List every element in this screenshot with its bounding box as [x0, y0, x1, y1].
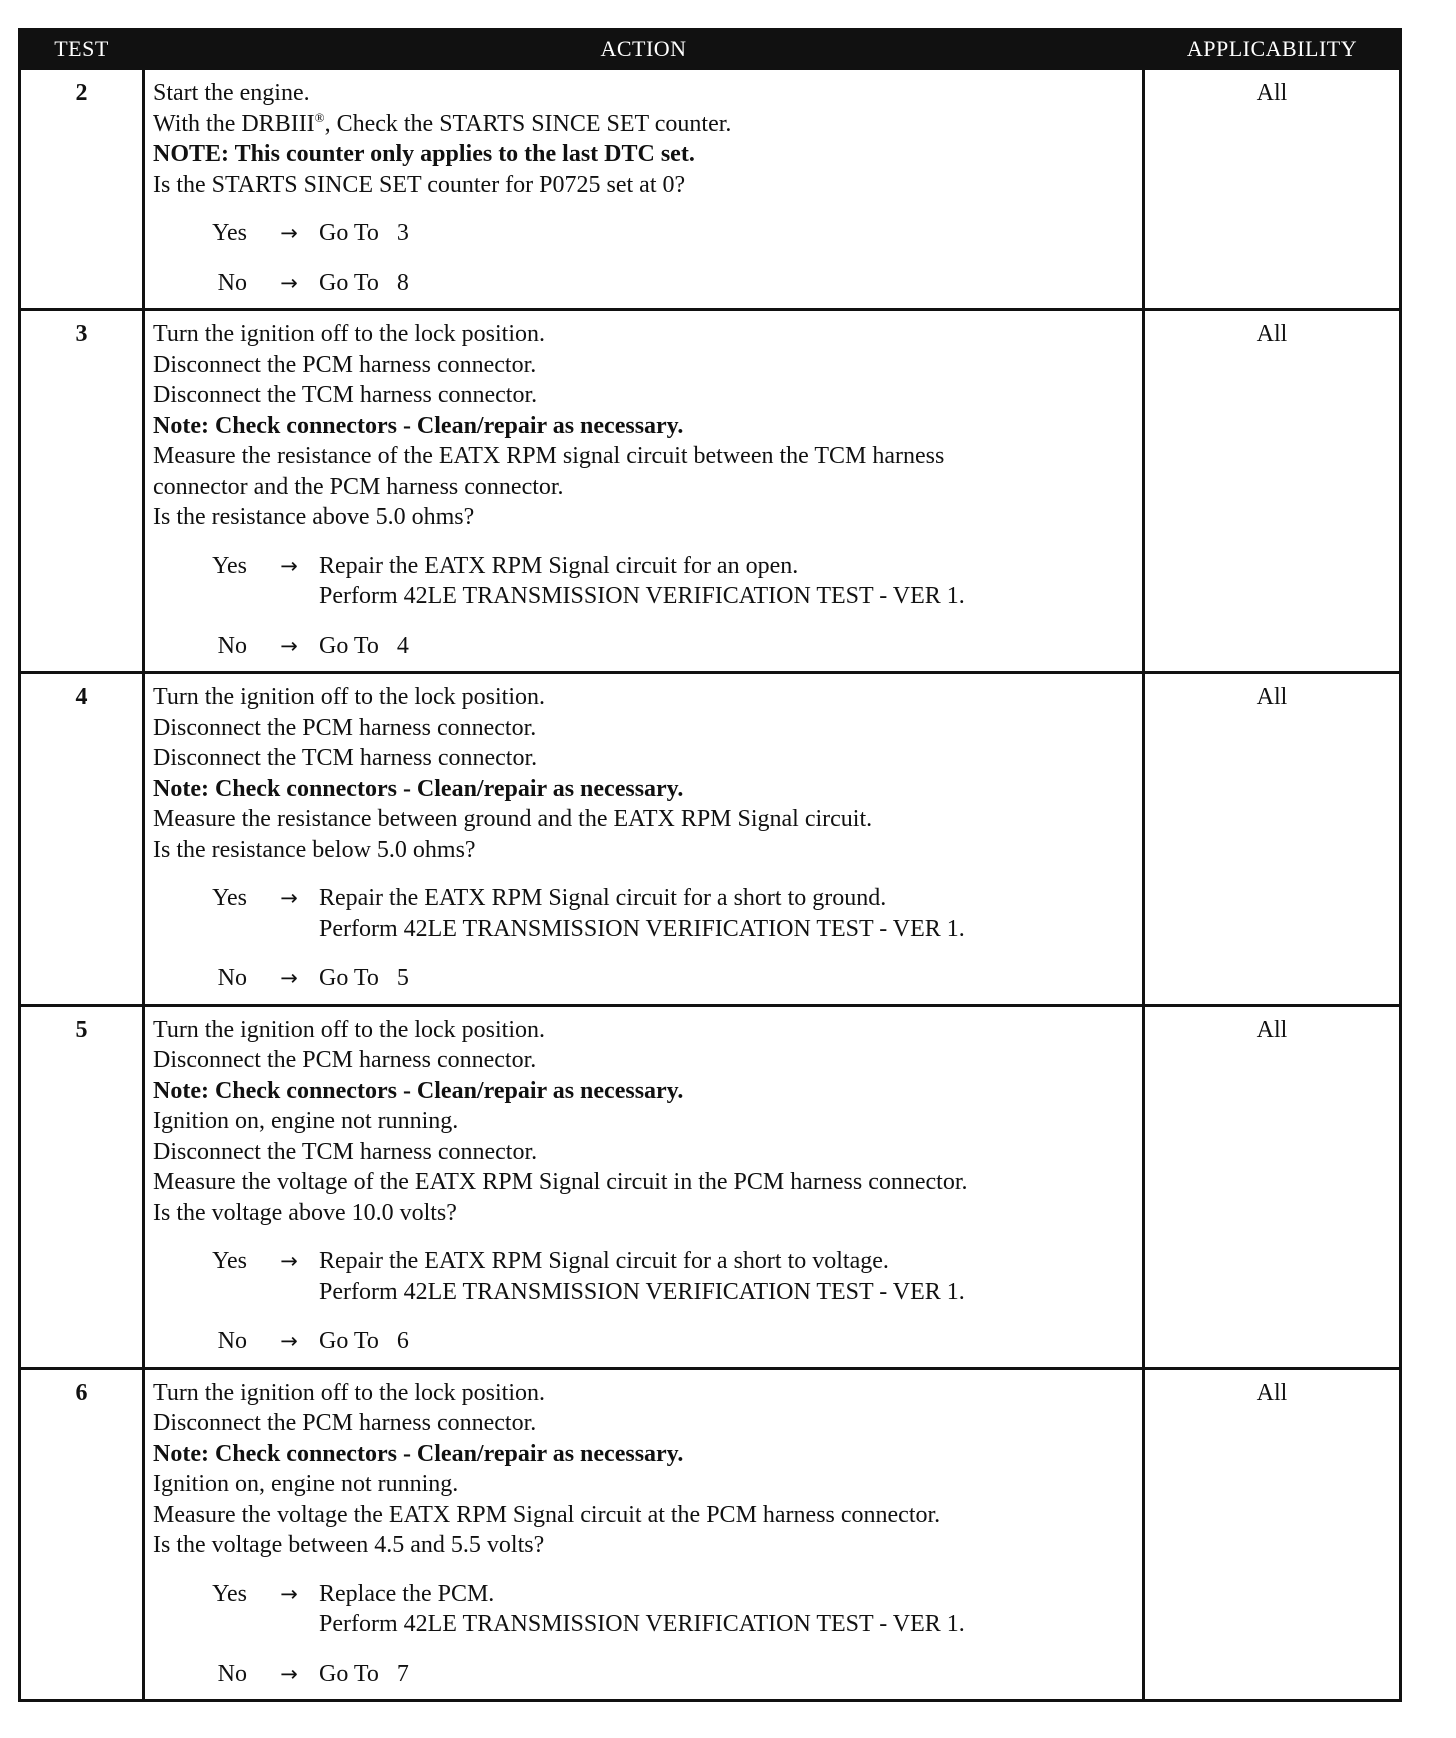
branch-list: [153, 218, 1136, 298]
table-row: [20, 1368, 1401, 1701]
action-note: Note: Check connectors - Clean/repair as necessary.: [153, 775, 684, 802]
branch-answer: Yes: [212, 1248, 247, 1274]
branch-no: [153, 1659, 1136, 1690]
branch-yes: [153, 1246, 1136, 1307]
test-number: 6: [20, 1368, 144, 1701]
arrow-right-icon: →: [280, 966, 298, 990]
branch-list: [153, 1579, 1136, 1690]
applicability-value: All: [1144, 310, 1401, 673]
branch-result: Go To 4: [319, 632, 409, 659]
branch-answer: Yes: [212, 885, 247, 911]
action-step: Ignition on, engine not running.: [153, 1471, 459, 1497]
branch-result: Perform 42LE TRANSMISSION VERIFICATION TEST - VER 1.: [319, 1611, 965, 1637]
action-cell: [144, 310, 1144, 673]
action-step: Is the resistance below 5.0 ohms?: [153, 836, 476, 863]
branch-result: Perform 42LE TRANSMISSION VERIFICATION TEST - VER 1.: [319, 1278, 965, 1305]
header-applicability: APPLICABILITY: [1144, 30, 1401, 69]
table-header: [20, 30, 1401, 69]
action-step: Is the STARTS SINCE SET counter for P0725 set at 0?: [153, 171, 686, 198]
action-note: Note: Check connectors - Clean/repair as necessary.: [153, 412, 684, 439]
branch-result: Go To 5: [319, 965, 409, 991]
test-number: 5: [20, 1005, 144, 1368]
action-cell: [144, 1368, 1144, 1701]
branch-result: Go To 8: [319, 269, 409, 296]
table-row: [20, 69, 1401, 310]
branch-no: [153, 963, 1136, 994]
applicability-value: All: [1144, 69, 1401, 310]
branch-list: [153, 883, 1136, 994]
applicability-value: All: [1144, 1368, 1401, 1701]
action-step: Turn the ignition off to the lock position.: [153, 1016, 546, 1043]
action-step: Measure the voltage of the EATX RPM Signal circuit in the PCM harness connector.: [153, 1169, 968, 1195]
action-step: Turn the ignition off to the lock position.: [153, 321, 546, 347]
action-step: Disconnect the PCM harness connector.: [153, 714, 537, 741]
test-number: 3: [20, 310, 144, 673]
action-step: With the DRBIII®, Check the STARTS SINCE SET counter.: [153, 109, 732, 137]
action-step: Disconnect the PCM harness connector.: [153, 1047, 537, 1073]
action-step: Disconnect the TCM harness connector.: [153, 1138, 538, 1165]
branch-no: [153, 1326, 1136, 1357]
arrow-right-icon: →: [280, 553, 298, 578]
action-step: Is the voltage between 4.5 and 5.5 volts?: [153, 1532, 545, 1558]
branch-result: Replace the PCM.: [319, 1580, 495, 1607]
branch-list: [153, 1246, 1136, 1357]
branch-answer: No: [217, 1660, 247, 1687]
action-note: NOTE: This counter only applies to the last DTC set.: [153, 141, 695, 167]
branch-answer: Yes: [212, 552, 247, 579]
applicability-value: All: [1144, 673, 1401, 1006]
action-note: Note: Check connectors - Clean/repair as necessary.: [153, 1440, 684, 1467]
branch-answer: Yes: [212, 220, 247, 246]
arrow-right-icon: →: [280, 1249, 298, 1273]
branch-answer: No: [217, 1328, 247, 1354]
action-step: Ignition on, engine not running.: [153, 1108, 459, 1134]
diagnostic-table-sheet: [18, 28, 1399, 1702]
action-step: Turn the ignition off to the lock position.: [153, 684, 546, 710]
action-step: Is the voltage above 10.0 volts?: [153, 1199, 457, 1226]
branch-result: Repair the EATX RPM Signal circuit for a short to voltage.: [319, 1248, 889, 1274]
branch-result: Repair the EATX RPM Signal circuit for an open.: [319, 552, 799, 579]
arrow-right-icon: →: [280, 633, 298, 658]
arrow-right-icon: →: [280, 1581, 298, 1606]
arrow-right-icon: →: [280, 221, 298, 245]
branch-yes: [153, 551, 1136, 612]
action-note: Note: Check connectors - Clean/repair as necessary.: [153, 1077, 684, 1104]
action-step: Turn the ignition off to the lock position.: [153, 1379, 546, 1406]
branch-result: Go To 3: [319, 220, 409, 246]
branch-answer: No: [217, 965, 247, 991]
branch-result: Go To 6: [319, 1328, 409, 1354]
action-cell: [144, 69, 1144, 310]
arrow-right-icon: →: [280, 886, 298, 910]
action-step: Measure the resistance between ground and the EATX RPM Signal circuit.: [153, 806, 873, 832]
action-cell: [144, 673, 1144, 1006]
applicability-value: All: [1144, 1005, 1401, 1368]
action-step: Disconnect the TCM harness connector.: [153, 745, 538, 771]
arrow-right-icon: →: [280, 1661, 298, 1686]
action-cell: [144, 1005, 1144, 1368]
branch-answer: No: [217, 269, 247, 296]
action-step: Disconnect the PCM harness connector.: [153, 1410, 537, 1436]
action-step: Measure the voltage the EATX RPM Signal circuit at the PCM harness connector.: [153, 1501, 941, 1528]
branch-yes: [153, 1579, 1136, 1640]
branch-result: Perform 42LE TRANSMISSION VERIFICATION TEST - VER 1.: [319, 583, 965, 609]
branch-result: Go To 7: [319, 1660, 409, 1687]
action-step: Disconnect the TCM harness connector.: [153, 382, 538, 408]
branch-answer: Yes: [212, 1580, 247, 1607]
action-step: Is the resistance above 5.0 ohms?: [153, 504, 475, 530]
branch-list: [153, 551, 1136, 662]
header-test: TEST: [20, 30, 144, 69]
action-step: Disconnect the PCM harness connector.: [153, 351, 537, 378]
test-number: 2: [20, 69, 144, 310]
table-row: [20, 1005, 1401, 1368]
arrow-right-icon: →: [280, 270, 298, 295]
branch-answer: No: [217, 632, 247, 659]
diagnostic-test-table: [18, 28, 1402, 1702]
branch-result: Perform 42LE TRANSMISSION VERIFICATION TEST - VER 1.: [319, 915, 965, 942]
table-body: [20, 69, 1401, 1701]
header-action: ACTION: [144, 30, 1144, 69]
action-step: Measure the resistance of the EATX RPM signal circuit between the TCM harness: [153, 443, 945, 469]
table-row: [20, 310, 1401, 673]
branch-no: [153, 268, 1136, 299]
branch-yes: [153, 218, 1136, 249]
action-step: Start the engine.: [153, 80, 310, 106]
action-step: connector and the PCM harness connector.: [153, 473, 564, 500]
branch-result: Repair the EATX RPM Signal circuit for a short to ground.: [319, 885, 887, 911]
branch-no: [153, 631, 1136, 662]
test-number: 4: [20, 673, 144, 1006]
table-row: [20, 673, 1401, 1006]
arrow-right-icon: →: [280, 1329, 298, 1353]
branch-yes: [153, 883, 1136, 944]
